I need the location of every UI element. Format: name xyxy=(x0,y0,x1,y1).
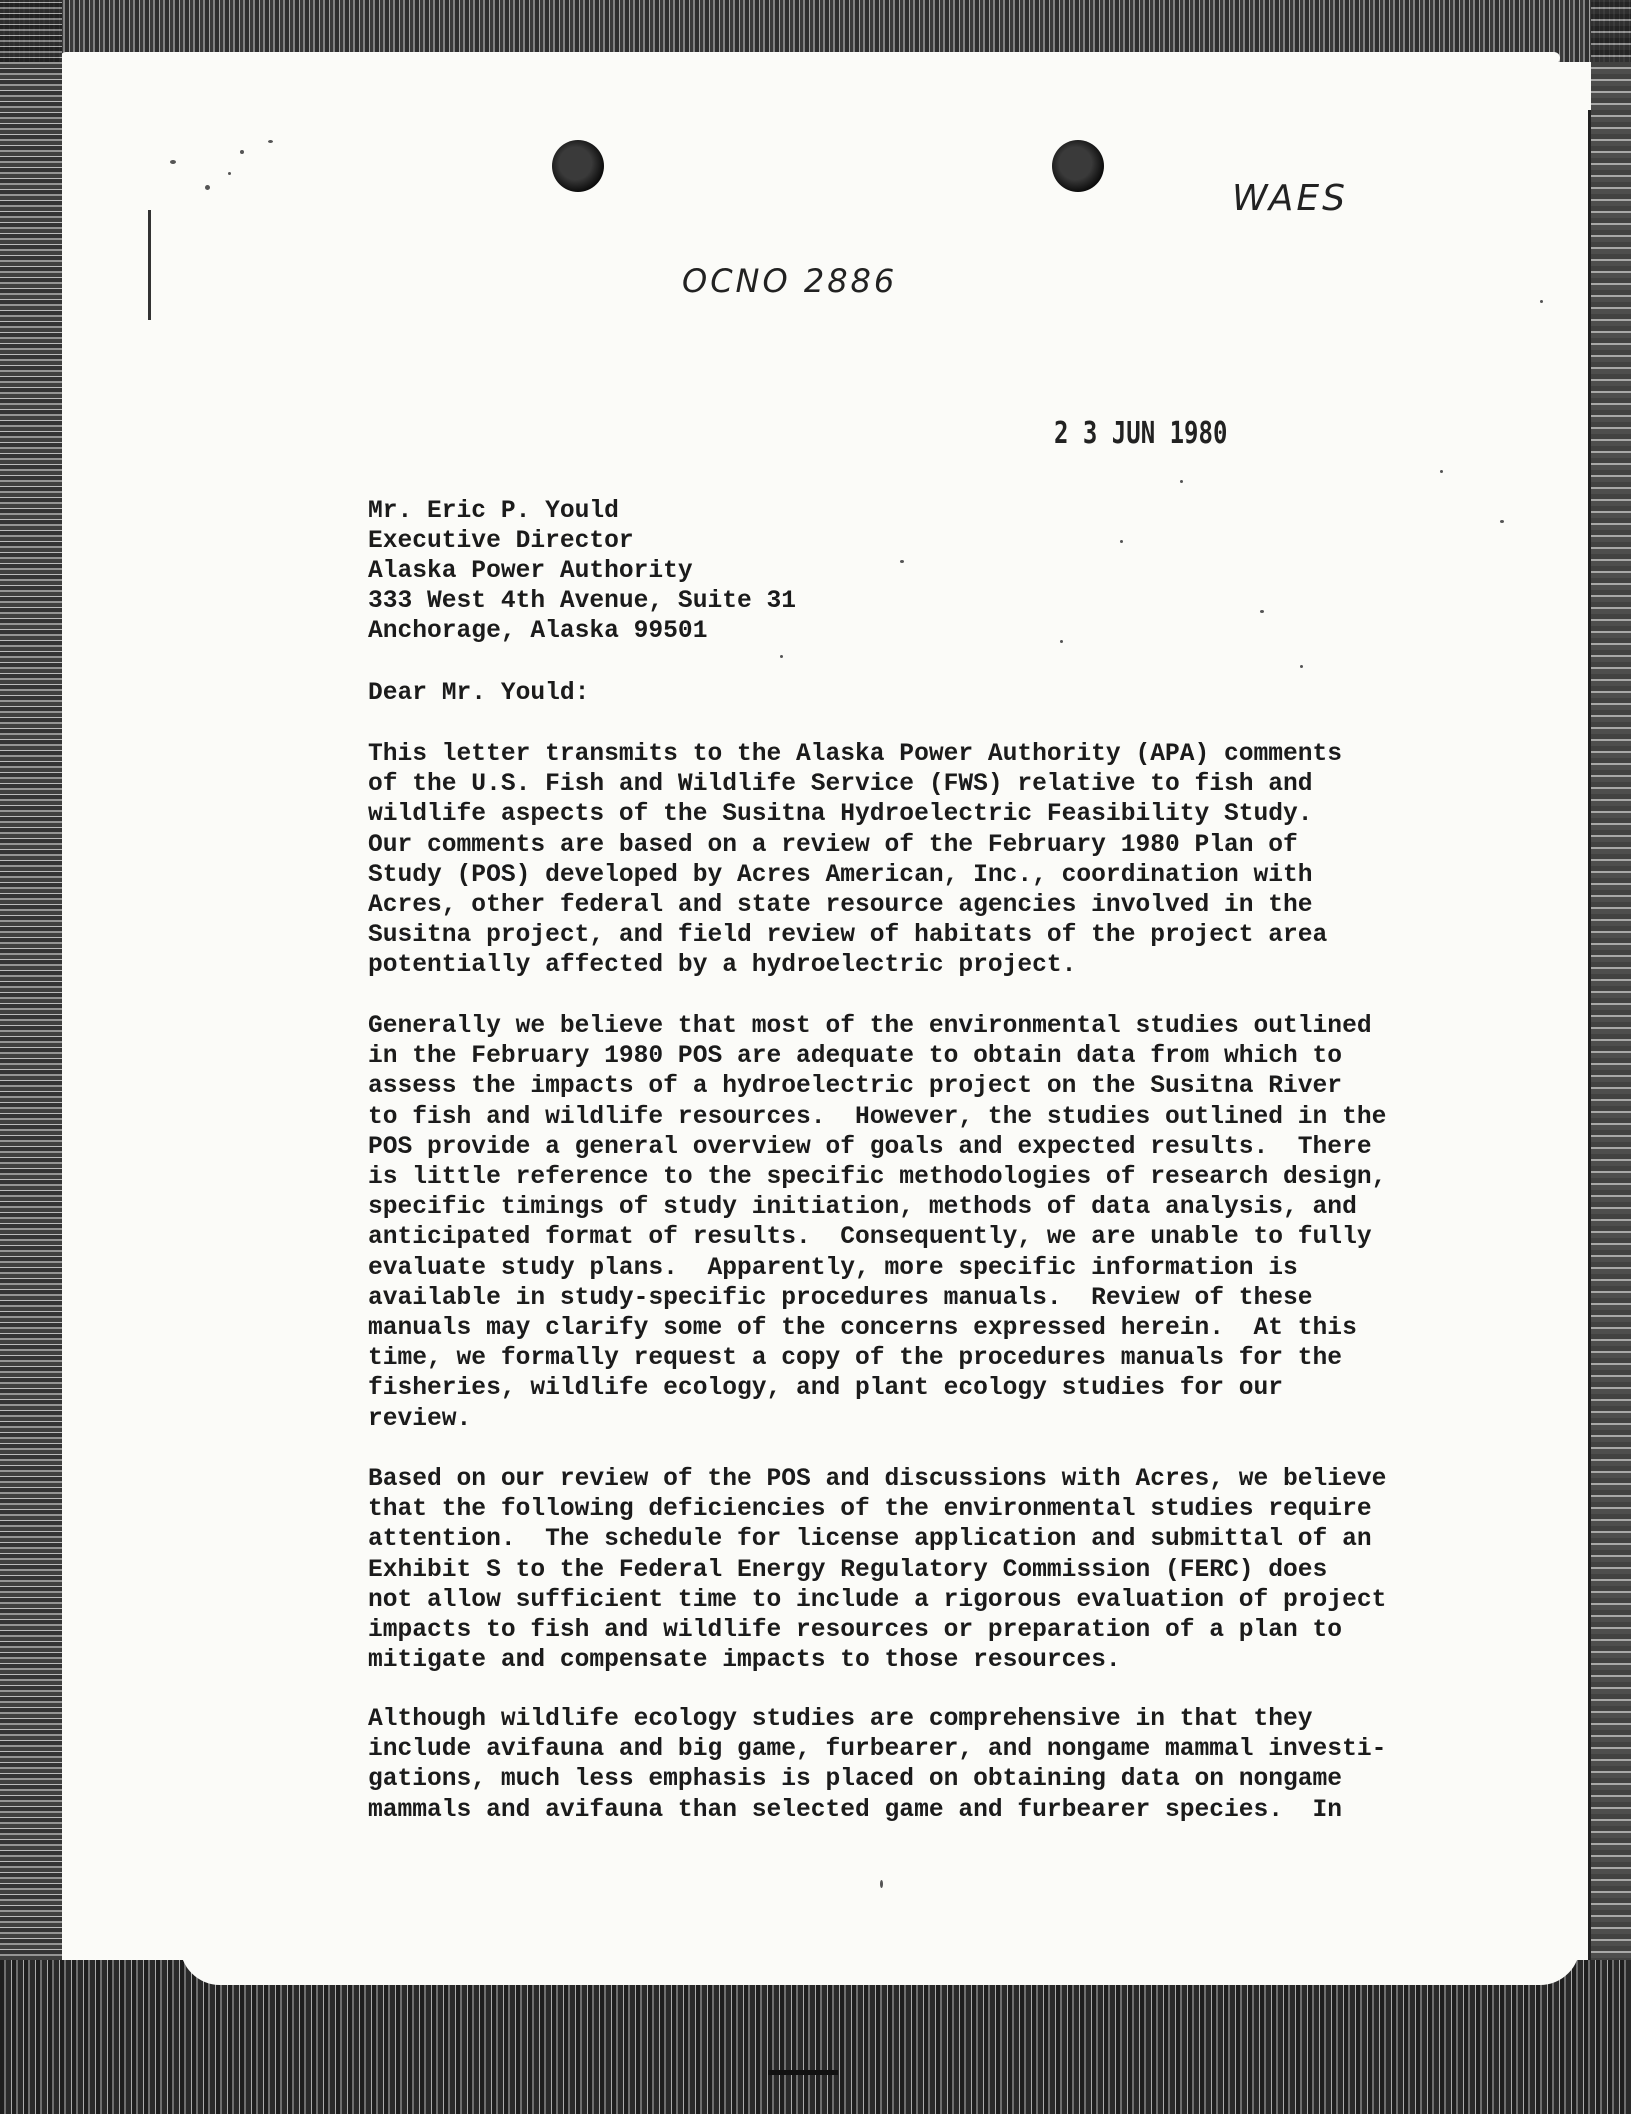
text-line: wildlife aspects of the Susitna Hydroelectric Feasibility Study. xyxy=(368,801,1313,829)
text-line: mitigate and compensate impacts to those resources. xyxy=(368,1647,1121,1675)
text-line: is little reference to the specific methodologies of research design, xyxy=(368,1164,1387,1192)
recipient-address-block xyxy=(368,497,796,647)
scan-border-right xyxy=(1591,0,1631,2114)
text-line: Acres, other federal and state resource agencies involved in the xyxy=(368,892,1313,920)
text-line: evaluate study plans. Apparently, more specific information is xyxy=(368,1254,1298,1282)
body-paragraph-4 xyxy=(368,1705,1408,1826)
text-line: Susitna project, and field review of habitats of the project area xyxy=(368,922,1328,950)
recipient-organization: Alaska Power Authority xyxy=(368,558,693,585)
text-line: anticipated format of results. Consequently, we are unable to fully xyxy=(368,1224,1372,1252)
text-line: that the following deficiencies of the environmental studies require xyxy=(368,1496,1372,1524)
margin-mark xyxy=(148,210,151,320)
text-line: review. xyxy=(368,1405,472,1433)
salutation: Dear Mr. Yould: xyxy=(368,680,590,707)
page-divider-mark xyxy=(768,2070,838,2075)
text-line: gations, much less emphasis is placed on obtaining data on nongame xyxy=(368,1766,1343,1794)
body-paragraph-3 xyxy=(368,1465,1408,1676)
text-line: POS provide a general overview of goals and expected results. There xyxy=(368,1133,1372,1161)
text-line: available in study-specific procedures manuals. Review of these xyxy=(368,1284,1313,1312)
text-line: specific timings of study initiation, methods of data analysis, and xyxy=(368,1194,1357,1222)
text-line: attention. The schedule for license application and submittal of an xyxy=(368,1526,1372,1554)
text-line: Although wildlife ecology studies are comprehensive in that they xyxy=(368,1706,1313,1733)
scan-border-left xyxy=(0,0,62,2114)
text-line: This letter transmits to the Alaska Power Authority (APA) comments xyxy=(368,741,1343,768)
recipient-street: 333 West 4th Avenue, Suite 31 xyxy=(368,588,797,615)
text-line: manuals may clarify some of the concerns expressed herein. At this xyxy=(368,1315,1357,1343)
punch-hole-right xyxy=(1052,140,1104,192)
text-line: assess the impacts of a hydroelectric project on the Susitna River xyxy=(368,1073,1343,1101)
text-line: Based on our review of the POS and discussions with Acres, we believe xyxy=(368,1466,1387,1493)
text-line: not allow sufficient time to include a rigorous evaluation of project xyxy=(368,1586,1387,1614)
text-line: in the February 1980 POS are adequate to obtain data from which to xyxy=(368,1043,1343,1071)
text-line: mammals and avifauna than selected game and furbearer species. In xyxy=(368,1796,1343,1824)
handwritten-annotation: WAES xyxy=(1232,178,1349,219)
text-line: to fish and wildlife resources. However, the studies outlined in the xyxy=(368,1103,1387,1131)
handwritten-reference-number: OCNO 2886 xyxy=(682,262,898,300)
text-line: Generally we believe that most of the environmental studies outlined xyxy=(368,1013,1372,1040)
text-line: fisheries, wildlife ecology, and plant ecology studies for our xyxy=(368,1375,1284,1403)
recipient-title: Executive Director xyxy=(368,528,634,555)
text-line: Study (POS) developed by Acres American, Inc., coordination with xyxy=(368,861,1313,889)
text-line: Our comments are based on a review of the February 1980 Plan of xyxy=(368,831,1298,859)
punch-hole-left xyxy=(552,140,604,192)
text-line: impacts to fish and wildlife resources or preparation of a plan to xyxy=(368,1617,1343,1645)
recipient-city: Anchorage, Alaska 99501 xyxy=(368,618,708,645)
text-line: time, we formally request a copy of the procedures manuals for the xyxy=(368,1345,1343,1373)
text-line: of the U.S. Fish and Wildlife Service (FWS) relative to fish and xyxy=(368,771,1313,799)
text-line: Exhibit S to the Federal Energy Regulatory Commission (FERC) does xyxy=(368,1556,1328,1584)
text-line: potentially affected by a hydroelectric project. xyxy=(368,952,1077,980)
body-paragraph-2 xyxy=(368,1012,1408,1435)
body-paragraph-1 xyxy=(368,740,1408,982)
text-line: include avifauna and big game, furbearer, and nongame mammal investi- xyxy=(368,1736,1387,1764)
recipient-name: Mr. Eric P. Yould xyxy=(368,498,619,525)
date-stamp: 2 3 JUN 1980 xyxy=(1054,416,1228,451)
